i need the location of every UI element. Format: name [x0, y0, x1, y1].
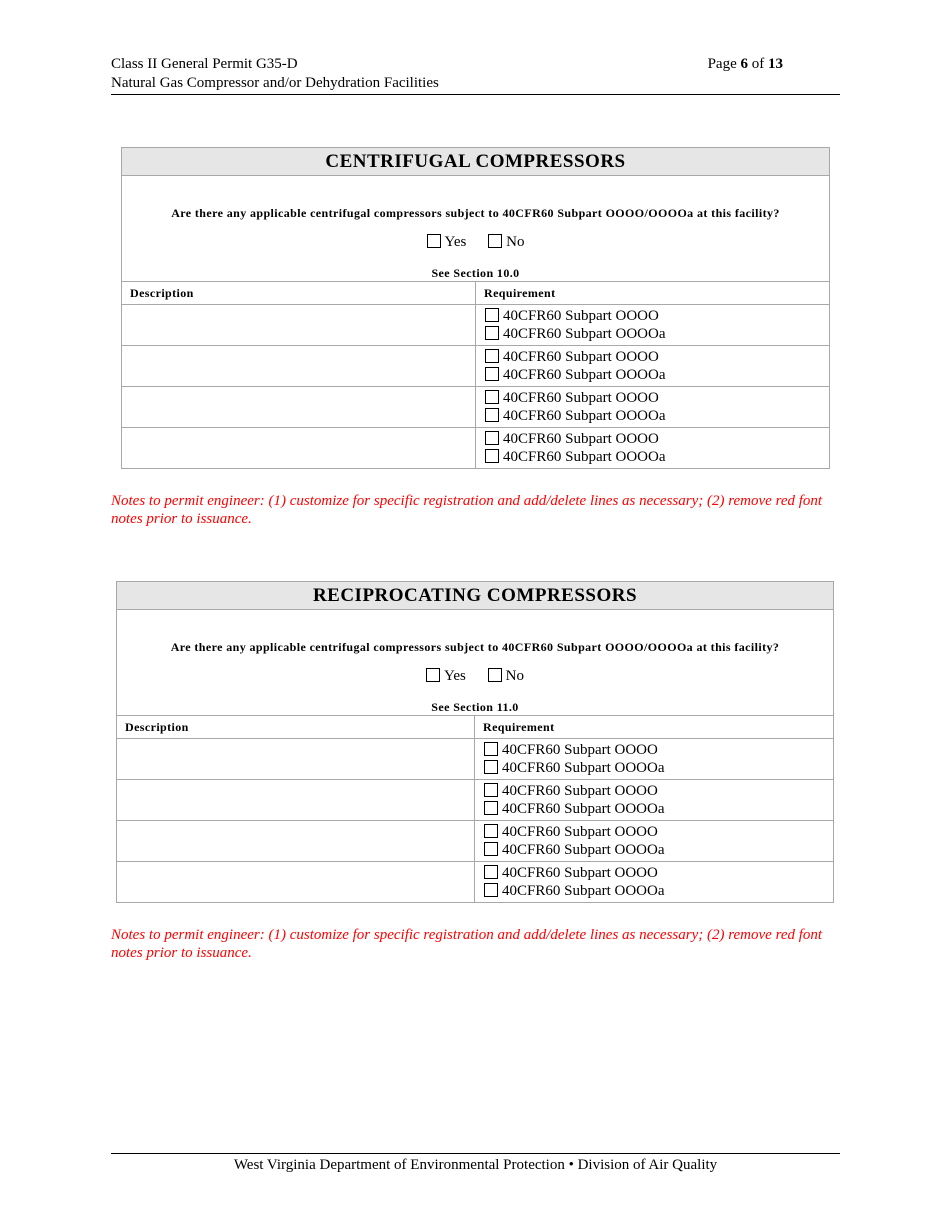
table-row [122, 387, 829, 428]
req-option[interactable] [485, 366, 821, 384]
req-label: 40CFR60 Subpart OOOO [502, 742, 658, 758]
req-option[interactable] [484, 741, 825, 759]
req-checkbox[interactable] [485, 449, 499, 463]
req-checkbox[interactable] [484, 760, 498, 774]
table-row [122, 305, 829, 346]
yes-no-group [122, 233, 829, 251]
no-checkbox[interactable] [488, 668, 502, 682]
req-label: 40CFR60 Subpart OOOOa [503, 449, 666, 465]
requirement-cell [476, 387, 830, 428]
yes-option[interactable] [427, 233, 467, 251]
req-option[interactable] [484, 864, 825, 882]
req-label: 40CFR60 Subpart OOOO [503, 349, 659, 365]
section-question: Are there any applicable centrifugal compressors subject to 40CFR60 Subpart OOOO/OOOOa at this facility? [171, 206, 780, 220]
req-checkbox[interactable] [485, 308, 499, 322]
page-current: 6 [740, 56, 748, 72]
description-cell[interactable] [117, 739, 475, 780]
no-label: No [506, 234, 525, 250]
see-section: See Section 11.0 [431, 700, 519, 714]
page-number [708, 56, 783, 73]
req-checkbox[interactable] [484, 783, 498, 797]
table-row [122, 346, 829, 387]
section-title: RECIPROCATING COMPRESSORS [117, 582, 833, 610]
requirements-table [117, 715, 833, 902]
req-checkbox[interactable] [484, 801, 498, 815]
table-row [117, 862, 833, 903]
permit-title: Class II General Permit G35-D [111, 56, 298, 72]
requirement-cell [475, 739, 834, 780]
req-checkbox[interactable] [484, 842, 498, 856]
req-option[interactable] [485, 430, 821, 448]
req-label: 40CFR60 Subpart OOOO [503, 308, 659, 324]
engineer-note: Notes to permit engineer: (1) customize for specific registration and add/delete lines as necessary; (2) remove red font notes prior to issuance. [111, 493, 823, 527]
req-label: 40CFR60 Subpart OOOOa [503, 408, 666, 424]
req-label: 40CFR60 Subpart OOOOa [502, 760, 665, 776]
reciprocating-section [116, 581, 834, 903]
requirement-cell [476, 305, 830, 346]
req-checkbox[interactable] [484, 865, 498, 879]
table-row [122, 428, 829, 469]
col-description: Description [122, 282, 476, 305]
req-option[interactable] [484, 841, 825, 859]
req-checkbox[interactable] [485, 431, 499, 445]
description-cell[interactable] [122, 346, 476, 387]
see-section: See Section 10.0 [431, 266, 520, 280]
requirements-table [122, 281, 829, 468]
engineer-note: Notes to permit engineer: (1) customize for specific registration and add/delete lines as necessary; (2) remove red font notes prior to issuance. [111, 927, 823, 961]
requirement-cell [476, 428, 830, 469]
col-description: Description [117, 716, 475, 739]
page-header [111, 54, 840, 95]
req-option[interactable] [485, 325, 821, 343]
permit-subtitle: Natural Gas Compressor and/or Dehydration Facilities [111, 75, 439, 91]
req-option[interactable] [484, 823, 825, 841]
no-option[interactable] [488, 667, 524, 685]
table-row [117, 821, 833, 862]
req-option[interactable] [485, 448, 821, 466]
req-checkbox[interactable] [485, 349, 499, 363]
page-of: of [751, 56, 765, 72]
yes-label: Yes [444, 668, 466, 684]
description-cell[interactable] [117, 821, 475, 862]
table-header-row [122, 282, 829, 305]
req-option[interactable] [485, 307, 821, 325]
requirement-cell [475, 862, 834, 903]
requirement-cell [476, 346, 830, 387]
col-requirement: Requirement [476, 282, 830, 305]
req-label: 40CFR60 Subpart OOOO [503, 431, 659, 447]
page-footer: West Virginia Department of Environmental Protection • Division of Air Quality [111, 1153, 840, 1174]
req-option[interactable] [485, 389, 821, 407]
description-cell[interactable] [117, 862, 475, 903]
no-checkbox[interactable] [488, 234, 502, 248]
centrifugal-section [121, 147, 830, 469]
req-label: 40CFR60 Subpart OOOOa [502, 801, 665, 817]
req-option[interactable] [484, 782, 825, 800]
table-header-row [117, 716, 833, 739]
section-question: Are there any applicable centrifugal compressors subject to 40CFR60 Subpart OOOO/OOOOa at this facility? [170, 640, 780, 654]
no-label: No [505, 668, 524, 684]
requirement-cell [475, 780, 834, 821]
req-option[interactable] [485, 407, 821, 425]
req-checkbox[interactable] [485, 367, 499, 381]
description-cell[interactable] [117, 780, 475, 821]
req-option[interactable] [484, 759, 825, 777]
req-label: 40CFR60 Subpart OOOOa [502, 883, 665, 899]
description-cell[interactable] [122, 387, 476, 428]
req-label: 40CFR60 Subpart OOOOa [503, 326, 666, 342]
req-checkbox[interactable] [484, 824, 498, 838]
req-label: 40CFR60 Subpart OOOOa [502, 842, 665, 858]
yes-label: Yes [444, 234, 467, 250]
req-option[interactable] [484, 800, 825, 818]
req-label: 40CFR60 Subpart OOOO [502, 865, 658, 881]
table-row [117, 780, 833, 821]
col-requirement: Requirement [475, 716, 834, 739]
req-label: 40CFR60 Subpart OOOO [502, 824, 658, 840]
req-checkbox[interactable] [485, 408, 499, 422]
req-checkbox[interactable] [485, 390, 499, 404]
yes-no-group [117, 667, 833, 685]
description-cell[interactable] [122, 305, 476, 346]
req-checkbox[interactable] [484, 742, 498, 756]
req-label: 40CFR60 Subpart OOOO [503, 390, 659, 406]
req-checkbox[interactable] [484, 883, 498, 897]
req-checkbox[interactable] [485, 326, 499, 340]
page-prefix: Page [707, 56, 737, 72]
req-label: 40CFR60 Subpart OOOO [502, 783, 658, 799]
description-cell[interactable] [122, 428, 476, 469]
yes-option[interactable] [426, 667, 466, 685]
requirement-cell [475, 821, 834, 862]
page-total: 13 [768, 56, 783, 72]
req-option[interactable] [484, 882, 825, 900]
yes-checkbox[interactable] [426, 668, 440, 682]
no-option[interactable] [488, 233, 524, 251]
yes-checkbox[interactable] [427, 234, 441, 248]
table-row [117, 739, 833, 780]
req-option[interactable] [485, 348, 821, 366]
section-title: CENTRIFUGAL COMPRESSORS [122, 148, 829, 176]
req-label: 40CFR60 Subpart OOOOa [503, 367, 666, 383]
